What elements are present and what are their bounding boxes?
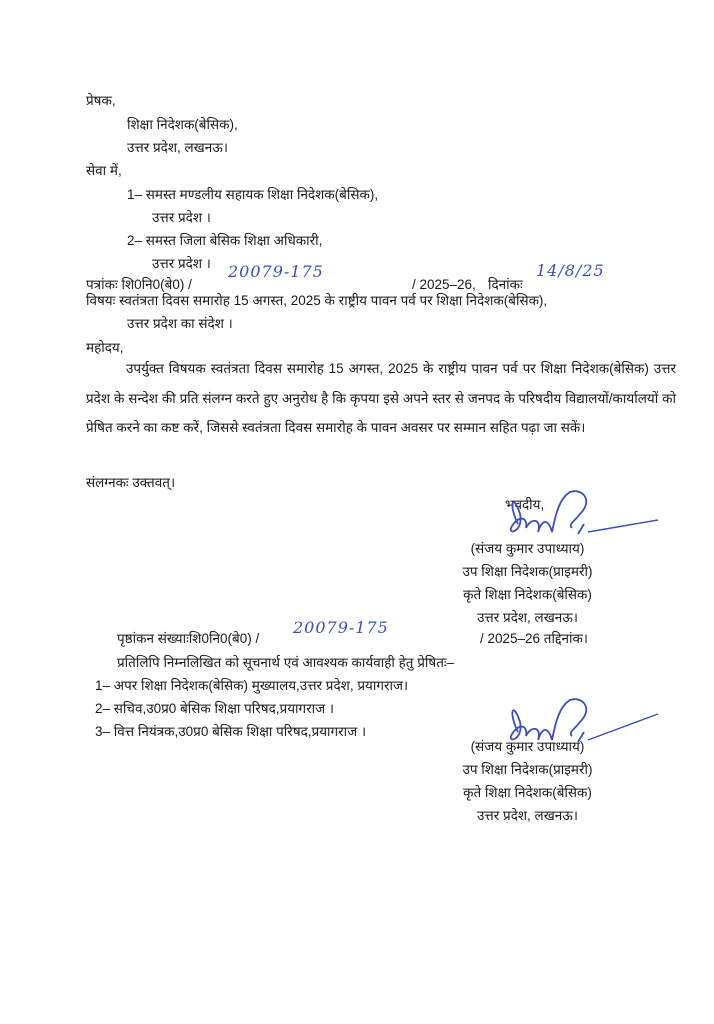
handwritten-endorsement-number: 20079-175 [293,618,389,637]
signer-on-behalf-2: कृते शिक्षा निदेशक(बेसिक) [463,785,592,800]
recipient-2-line-2: उत्तर प्रदेश । [152,256,211,271]
endorsement-suffix: / 2025–26 तद्दिनांक। [480,631,589,646]
endorsement-intro: प्रतिलिपि निम्नलिखित को सूचनार्थ एवं आवश्यक कार्यवाही हेतु प्रेषितः– [117,655,455,670]
subject-line-1: विषयः स्वतंत्रता दिवस समारोह 15 अगस्त, 2025 के राष्ट्रीय पावन पर्व पर शिक्षा निदेशक(बेसिक), [86,293,548,308]
recipient-1-line-2: उत्तर प्रदेश । [152,210,211,225]
body-text: उपर्युक्त विषयक स्वतंत्रता दिवस समारोह 15 अगस्त, 2025 के राष्ट्रीय पावन पर्व पर शिक्षा निदेशक(बेसिक) उत्तर प्रदेश के सन्देश की प्रति संलग्न करते हुए अनुरोध है कि कृपया इसे अपने स्तर से जनपद के परिषदीय विद्यालयों/कार्यालयों को प्रेषित करने का कष्ट करें, जिससे स्वतंत्रता दिवस समारोह के पावन अवसर पर सम्मान सहित पढ़ा जा सकें। [86,361,676,435]
subject-line-2: उत्तर प्रदेश का संदेश । [127,316,233,331]
signer-location-2: उत्तर प्रदेश, लखनऊ। [477,808,578,823]
signer-designation-1: उप शिक्षा निदेशक(प्राइमरी) [462,564,593,579]
signer-designation-2: उप शिक्षा निदेशक(प्राइमरी) [462,762,593,777]
sender-line-2: उत्तर प्रदेश, लखनऊ। [127,140,228,155]
signer-location-1: उत्तर प्रदेश, लखनऊ। [477,610,578,625]
body-paragraph [86,354,676,443]
closing: भवदीय, [505,497,545,512]
sender-label: प्रेषक, [86,93,116,108]
recipients-label: सेवा में, [86,163,122,178]
letter-ref-prefix: पत्रांकः शि0नि0(बे0) / [86,277,192,292]
signer-name-1: (संजय कुमार उपाध्याय) [470,541,585,556]
copy-recipient-1: 1– अपर शिक्षा निदेशक(बेसिक) मुख्यालय,उत्तर प्रदेश, प्रयागराज। [95,678,409,693]
signer-name-2: (संजय कुमार उपाध्याय) [470,739,585,754]
recipient-1-line-1: 1– समस्त मण्डलीय सहायक शिक्षा निदेशक(बेसिक), [127,187,379,202]
enclosure-note: संलग्नकः उक्तवत्। [86,475,176,490]
date-label: दिनांकः [488,277,523,292]
endorsement-prefix: पृष्ठांकन संख्याःशि0नि0(बे0) / [117,631,260,646]
sender-line-1: शिक्षा निदेशक(बेसिक), [127,117,238,132]
salutation: महोदय, [86,340,124,355]
handwritten-date: 14/8/25 [536,261,605,280]
signer-on-behalf-1: कृते शिक्षा निदेशक(बेसिक) [463,587,592,602]
copy-recipient-3: 3– वित्त नियंत्रक,उ0प्र0 बेसिक शिक्षा परिषद,प्रयागराज । [95,724,367,739]
recipient-2-line-1: 2– समस्त जिला बेसिक शिक्षा अधिकारी, [127,233,323,248]
letter-ref-year: / 2025–26, [412,277,476,292]
handwritten-letter-number: 20079-175 [228,262,324,281]
copy-recipient-2: 2– सचिव,उ0प्र0 बेसिक शिक्षा परिषद,प्रयागराज । [95,701,335,716]
